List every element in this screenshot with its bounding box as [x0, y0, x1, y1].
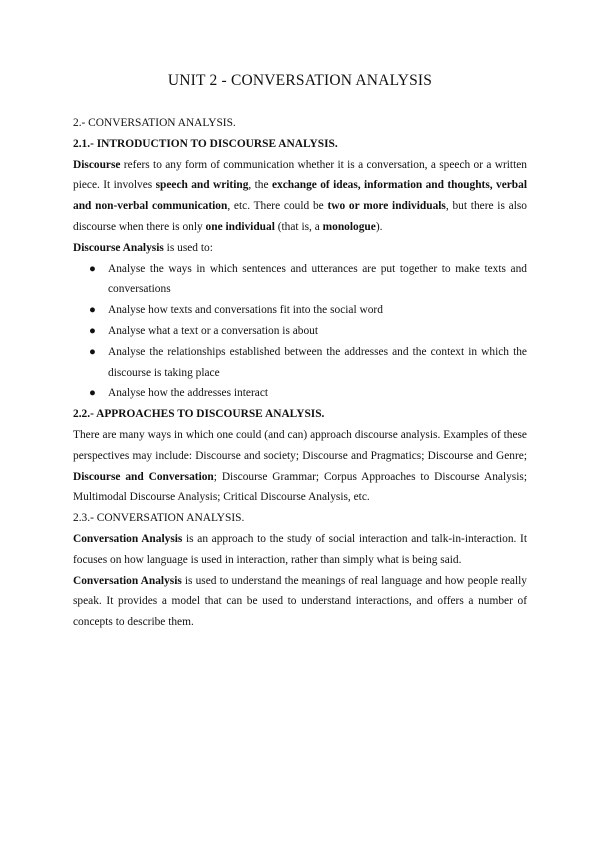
conversation-analysis-paragraph-2: Conversation Analysis is used to understand the meanings of real language and how people really speak. It provides a model that can be used to understand interactions, and offers a number of concepts to describe them. — [73, 574, 527, 629]
section-heading-2: 2.- CONVERSATION ANALYSIS. — [73, 117, 236, 129]
list-item: ● Analyse what a text or a conversation is about — [73, 321, 527, 342]
term-discourse-analysis: Discourse Analysis — [73, 241, 164, 254]
discourse-analysis-intro: Discourse Analysis is used to: — [73, 241, 213, 254]
term-discourse: Discourse — [73, 158, 121, 171]
list-item: ● Analyse the ways in which sentences and utterances are put together to make texts and conversations — [73, 259, 527, 301]
list-item: ● Analyse how the addresses interact — [73, 383, 527, 404]
bullet-icon: ● — [89, 324, 96, 337]
page-title: UNIT 2 - CONVERSATION ANALYSIS — [167, 72, 433, 89]
document-body — [73, 113, 527, 633]
section-heading-2-2: 2.2.- APPROACHES TO DISCOURSE ANALYSIS. — [73, 408, 325, 421]
conversation-analysis-paragraph-1: Conversation Analysis is an approach to the study of social interaction and talk-in-interaction. It focuses on how language is used in interaction, rather than simply what is being said. — [73, 532, 528, 566]
bullet-icon: ● — [89, 345, 96, 358]
approaches-paragraph: There are many ways in which one could (and can) approach discourse analysis. Examples of these perspectives may include: Discourse and society; Discourse and Pragmatics; Discourse and Genre; Discourse and Conversation; Discourse Grammar; Corpus Approaches to Discourse Analysis; Multimodal Discourse Analysis; Critical Discourse Analysis, etc. — [73, 428, 528, 504]
bullet-icon: ● — [89, 387, 96, 400]
list-item: ● Analyse the relationships established between the addresses and the context in which the discourse is taking place — [73, 342, 527, 384]
section-heading-2-1: 2.1.- INTRODUCTION TO DISCOURSE ANALYSIS. — [73, 137, 338, 150]
bullet-icon: ● — [89, 262, 96, 275]
list-item: ● Analyse how texts and conversations fit into the social word — [73, 300, 527, 321]
section-heading-2-3: 2.3.- CONVERSATION ANALYSIS. — [73, 512, 245, 525]
bullet-icon: ● — [89, 304, 96, 317]
bullet-list — [73, 259, 527, 405]
discourse-paragraph: Discourse refers to any form of communication whether it is a conversation, a speech or a written piece. It involves speech and writing, the exchange of ideas, information and thoughts, verbal and non-verbal communication, etc. There could be two or more individuals, but there is also discourse when there is only one individual (that is, a monologue). — [73, 158, 527, 233]
